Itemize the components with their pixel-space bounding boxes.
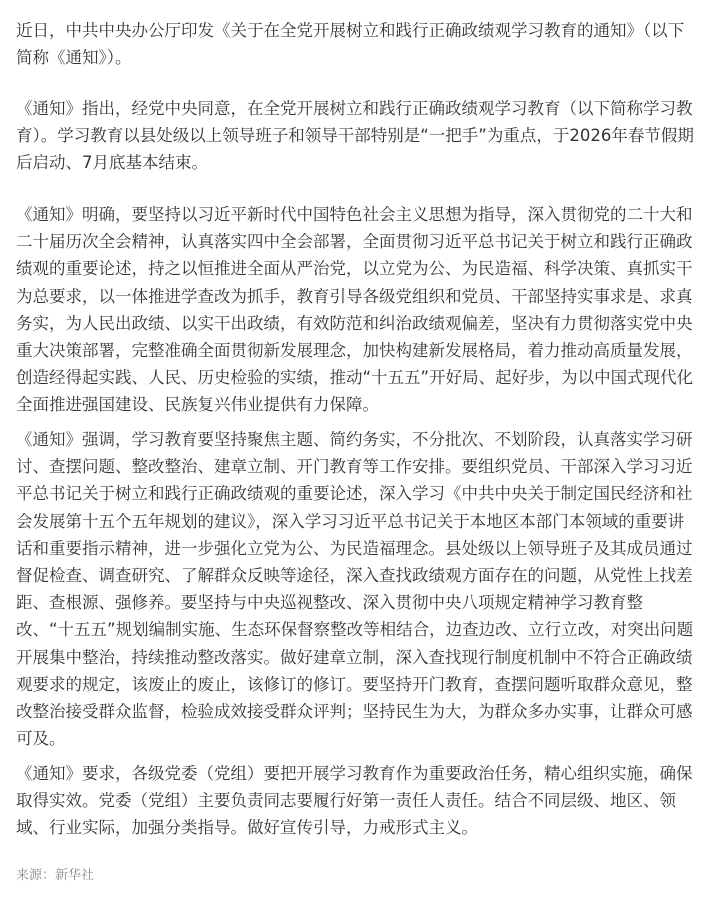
paragraph-notice-scope: 《通知》指出，经党中央同意，在全党开展树立和践行正确政绩观学习教育（以下简称学习教育）。学习教育以县处级以上领导班子和领导干部特别是“一把手”为重点，于2026年春节假期后启动、7月底基本结束。: [16, 99, 694, 173]
paragraph-notice-guidance: 《通知》明确，要坚持以习近平新时代中国特色社会主义思想为指导，深入贯彻党的二十大和二十届历次全会精神，认真落实四中全会部署，全面贯彻习近平总书记关于树立和践行正确政绩观的重要论述，持之以恒推进全面从严治党，以立党为公、为民造福、科学决策、真抓实干为总要求，以一体推进学查改为抓手，教育引导各级党组织和党员、干部坚持实事求是、求真务实，为人民出政绩、以实干出政绩，有效防范和纠治政绩观偏差，坚决有力贯彻落实党中央重大决策部署，完整准确全面贯彻新发展理念，加快构建新发展格局，着力推动高质量发展，创造经得起实践、人民、历史检验的实绩，推动“十五五”开好局、起好步，为以中国式现代化全面推进强国建设、民族复兴伟业提供有力保障。: [16, 205, 694, 415]
paragraph-notice-emphasis: 《通知》强调，学习教育要坚持聚焦主题、简约务实，不分批次、不划阶段，认真落实学习研讨、查摆问题、整改整治、建章立制、开门教育等工作安排。要组织党员、干部深入学习习近平总书记关于树立和践行正确政绩观的重要论述，深入学习《中共中央关于制定国民经济和社会发展第十五个五年规划的建议》，深入学习习近平总书记关于本地区本部门本领域的重要讲话和重要指示精神，进一步强化立党为公、为民造福理念。县处级以上领导班子及其成员通过督促检查、调查研究、了解群众反映等途径，深入查找政绩观方面存在的问题，从党性上找差距、查根源、强修养。要坚持与中央巡视整改、深入贯彻中央八项规定精神学习教育整改、“十五五”规划编制实施、生态环保督察整改等相结合，边查边改、立行立改，对突出问题开展集中整治，持续推动整改落实。做好建章立制，深入查找现行制度机制中不符合正确政绩观要求的规定，该废止的废止，该修订的修订。要坚持开门教育，查摆问题听取群众意见，整改整治接受群众监督，检验成效接受群众评判；坚持民生为大，为群众多办实事，让群众可感可及。: [16, 430, 694, 749]
source-credit: 来源：新华社: [16, 868, 95, 883]
paragraph-notice-requirements: 《通知》要求，各级党委（党组）要把开展学习教育作为重要政治任务，精心组织实施，确保取得实效。党委（党组）主要负责同志要履行好第一责任人责任。结合不同层级、地区、领域、行业实际，加强分类指导。做好宣传引导，力戒形式主义。: [16, 764, 693, 838]
paragraph-intro: 近日，中共中央办公厅印发《关于在全党开展树立和践行正确政绩观学习教育的通知》（以下简称《通知》）。: [16, 21, 685, 68]
